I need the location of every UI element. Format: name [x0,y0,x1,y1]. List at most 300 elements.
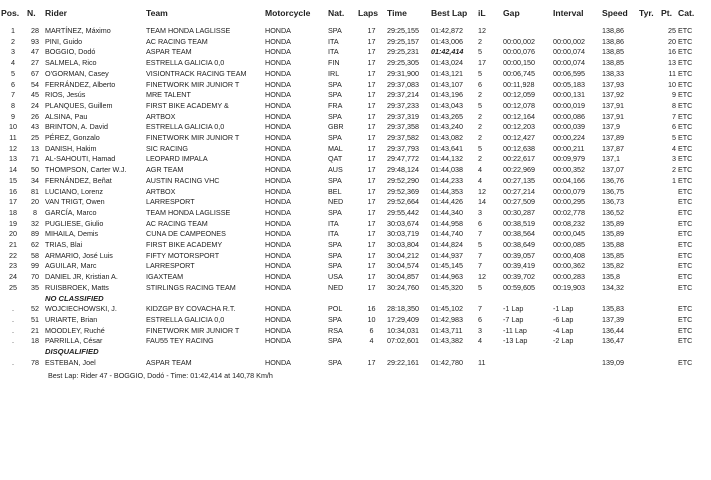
points-cell [660,326,677,337]
table-row[interactable] [0,336,711,347]
table-row[interactable] [0,37,711,48]
gap-cell: 00:12,078 [503,100,535,110]
table-row[interactable] [0,326,711,337]
table-row[interactable] [0,197,711,208]
nat-cell: SPA [328,357,342,367]
rider-cell: ARMARIO, José Luis [45,250,113,260]
pos-cell: 5 [11,68,15,78]
col-header-time[interactable]: Time [387,8,407,18]
il-cell: 5 [478,282,482,292]
time-cell: 29:25,231 [387,47,419,57]
time-cell: 29:52,664 [387,197,419,207]
category-cell: ETC [678,26,693,35]
laps-cell: 17 [367,68,376,78]
table-row[interactable] [0,80,711,91]
category-cell: ETC [678,282,693,292]
motorcycle-cell: HONDA [265,122,291,132]
table-row[interactable] [0,122,711,133]
table-row[interactable] [0,69,711,80]
pos-cell: 14 [9,165,17,175]
motorcycle-cell: HONDA [265,336,291,346]
speed-cell: 138,85 [602,58,624,68]
table-row[interactable] [0,283,711,294]
rider-cell: AGUILAR, Marc [45,261,97,271]
team-cell: FIRST BIKE ACADEMY [146,240,223,250]
il-cell: 3 [478,325,482,335]
interval-cell: 00:00,211 [553,143,585,153]
nat-cell: ITA [328,47,339,57]
section-header-disqualified [0,347,711,358]
laps-cell: 17 [367,154,376,164]
col-header-points[interactable]: Pt. [661,8,672,18]
team-cell: AC RACING TEAM [146,218,208,228]
speed-cell: 136,44 [602,325,624,335]
time-cell: 28:18,350 [387,304,419,314]
table-row[interactable] [0,165,711,176]
gap-cell: 00:12,638 [503,143,535,153]
motorcycle-cell: HONDA [265,79,291,89]
nat-cell: SPA [328,79,342,89]
motorcycle-cell: HONDA [265,186,291,196]
rider-cell: ESTEBAN, Joel [45,357,96,367]
table-row[interactable] [0,144,711,155]
il-cell: 14 [478,197,486,207]
interval-cell: 00:02,778 [553,207,585,217]
number-cell: 28 [31,26,39,35]
nat-cell: SPA [328,314,342,324]
pos-cell: 8 [11,100,15,110]
rider-cell: PUGLIESE, Giulio [45,218,104,228]
category-cell: ETC [678,357,693,367]
speed-cell: 135,82 [602,261,624,271]
nat-cell: SPA [328,207,342,217]
time-cell: 30:03,674 [387,218,419,228]
number-cell: 99 [31,261,39,271]
speed-cell: 138,86 [602,36,624,46]
laps-cell: 17 [367,261,376,271]
tyre-cell [638,240,660,251]
time-cell: 29:47,772 [387,154,419,164]
nat-cell: POL [328,304,343,314]
motorcycle-cell: HONDA [265,100,291,110]
motorcycle-cell: HONDA [265,240,291,250]
category-cell: ETC [678,36,693,46]
il-cell: 5 [478,47,482,57]
time-cell: 29:37,319 [387,111,419,121]
section-label: DISQUALIFIED [45,347,99,357]
number-cell: 18 [31,336,39,346]
motorcycle-cell: HONDA [265,26,291,35]
number-cell: 24 [31,100,39,110]
best-lap-cell: 01:44,340 [431,207,463,217]
il-cell: 2 [478,90,482,100]
number-cell: 81 [31,186,39,196]
laps-cell: 17 [367,250,376,260]
points-cell [660,219,677,230]
team-cell: ASPAR TEAM [146,357,192,367]
number-cell: 71 [31,154,39,164]
laps-cell: 17 [367,79,376,89]
nat-cell: BEL [328,186,342,196]
table-row[interactable] [0,261,711,272]
col-header-motorcycle[interactable]: Motorcycle [265,8,311,18]
il-cell: 5 [478,240,482,250]
pos-cell: . [12,325,14,335]
speed-cell: 136,73 [602,197,624,207]
gap-cell: 00:00,076 [503,47,535,57]
table-row[interactable] [0,315,711,326]
nat-cell: SPA [328,240,342,250]
best-lap-cell: 01:43,265 [431,111,463,121]
time-cell: 29:25,155 [387,26,419,35]
points-cell [660,208,677,219]
interval-cell: 00:00,045 [553,229,585,239]
best-lap-cell: 01:43,043 [431,100,463,110]
col-header-interval[interactable]: Interval [553,8,584,18]
col-header-speed[interactable]: Speed [602,8,628,18]
col-header-team[interactable]: Team [146,8,168,18]
motorcycle-cell: HONDA [265,325,291,335]
points-cell: 11 [668,68,676,78]
team-cell: LEOPARD IMPALA [146,154,208,164]
time-cell: 29:55,442 [387,207,419,217]
time-cell: 29:48,124 [387,165,419,175]
number-cell: 27 [31,58,39,68]
time-cell: 30:04,857 [387,272,419,282]
motorcycle-cell: HONDA [265,58,291,68]
laps-cell: 17 [367,122,376,132]
speed-cell: 135,83 [602,304,624,314]
laps-cell: 17 [367,111,376,121]
number-cell: 52 [31,304,39,314]
time-cell: 29:52,369 [387,186,419,196]
laps-cell: 17 [367,207,376,217]
pos-cell: 12 [9,143,17,153]
gap-cell: 00:39,057 [503,250,535,260]
gap-cell: -7 Lap [503,314,524,324]
tyre-cell [638,272,660,283]
pos-cell: . [12,357,14,367]
gap-cell: 00:27,509 [503,197,535,207]
number-cell: 8 [33,207,37,217]
time-cell: 29:31,900 [387,68,419,78]
pos-cell: 7 [11,90,15,100]
col-header-nat[interactable]: Nat. [328,8,345,18]
laps-cell: 17 [367,218,376,228]
race-results-table [0,3,711,369]
motorcycle-cell: HONDA [265,111,291,121]
team-cell: ESTRELLA GALICIA 0,0 [146,58,225,68]
points-cell [660,240,677,251]
best-lap-cell: 01:44,038 [431,165,463,175]
interval-cell [552,358,601,369]
category-cell: ETC [678,261,693,271]
motorcycle-cell: HONDA [265,143,291,153]
number-cell: 54 [31,79,39,89]
interval-cell: 00:00,074 [553,47,585,57]
laps-cell: 17 [367,175,376,185]
gap-cell: 00:06,745 [503,68,535,78]
points-cell [660,304,677,315]
points-cell [660,358,677,369]
team-cell: VISIONTRACK RACING TEAM [146,68,247,78]
table-row[interactable] [0,133,711,144]
tyre-cell [638,229,660,240]
pos-cell: 24 [9,272,17,282]
rider-cell: BOGGIO, Dodó [45,47,96,57]
table-row[interactable] [0,47,711,58]
table-row[interactable] [0,26,711,37]
interval-cell: -4 Lap [553,325,574,335]
points-cell [660,197,677,208]
interval-cell: 00:00,002 [553,36,585,46]
points-cell [660,336,677,347]
rider-cell: URIARTE, Brian [45,314,98,324]
interval-cell: 00:00,295 [553,197,585,207]
pos-cell: . [12,336,14,346]
tyre-cell [638,187,660,198]
interval-cell: 00:09,979 [553,154,585,164]
points-cell [660,261,677,272]
motorcycle-cell: HONDA [265,175,291,185]
table-row[interactable] [0,219,711,230]
table-row[interactable] [0,304,711,315]
motorcycle-cell: HONDA [265,229,291,239]
il-cell: 7 [478,261,482,271]
il-cell: 4 [478,165,482,175]
best-lap-cell: 01:43,641 [431,143,463,153]
table-row[interactable] [0,229,711,240]
team-cell: FINETWORK MIR JUNIOR T [146,79,240,89]
best-lap-cell: 01:42,872 [431,26,463,35]
team-cell: AC RACING TEAM [146,36,208,46]
team-cell: LARRESPORT [146,197,195,207]
team-cell: FAU55 TEY RACING [146,336,214,346]
points-cell [660,187,677,198]
speed-cell: 137,9 [602,122,620,132]
motorcycle-cell: HONDA [265,304,291,314]
points-cell: 16 [668,47,676,57]
speed-cell: 136,76 [602,175,624,185]
number-cell: 62 [31,240,39,250]
team-cell: IGAXTEAM [146,272,184,282]
col-header-number[interactable]: N. [27,8,36,18]
team-cell: ARTBOX [146,186,176,196]
section-spacer [0,347,44,358]
section-spacer [0,294,44,305]
speed-cell: 137,93 [602,79,624,89]
rider-cell: DANISH, Hakim [45,143,97,153]
category-cell: ETC [678,304,693,314]
col-header-rider[interactable]: Rider [45,8,67,18]
interval-cell: 00:00,352 [553,165,585,175]
team-cell: ASPAR TEAM [146,47,192,57]
pos-cell: . [12,314,14,324]
points-cell [660,272,677,283]
interval-cell: 00:00,079 [553,186,585,196]
nat-cell: SPA [328,26,342,35]
speed-cell: 137,89 [602,133,624,143]
tyre-cell [638,37,660,48]
motorcycle-cell: HONDA [265,261,291,271]
interval-cell: -6 Lap [553,314,574,324]
number-cell: 26 [31,111,39,121]
team-cell: FIFTY MOTORSPORT [146,250,220,260]
interval-cell: -2 Lap [553,336,574,346]
il-cell: 2 [478,133,482,143]
points-cell: 20 [668,36,676,46]
number-cell: 45 [31,90,39,100]
pos-cell: 25 [9,282,17,292]
laps-cell: 17 [367,229,376,239]
category-cell: ETC [678,58,693,68]
number-cell: 58 [31,250,39,260]
pos-cell: 19 [9,218,17,228]
tyre-cell [638,219,660,230]
team-cell: TEAM HONDA LAGLISSE [146,207,231,217]
col-header-laps[interactable]: Laps [358,8,379,18]
il-cell: 12 [478,186,486,196]
best-lap-cell: 01:42,780 [431,357,463,367]
interval-cell: 00:19,903 [553,282,585,292]
speed-cell: 138,86 [602,26,624,35]
col-header-il[interactable]: iL [478,8,486,18]
motorcycle-cell: HONDA [265,68,291,78]
pos-cell: 17 [9,197,17,207]
il-cell: 2 [478,111,482,121]
gap-cell: 00:12,427 [503,133,535,143]
nat-cell: NED [328,197,344,207]
category-cell: ETC [678,79,693,89]
team-cell: FINETWORK MIR JUNIOR T [146,325,240,335]
team-cell: CUNA DE CAMPEONES [146,229,226,239]
best-lap-cell: 01:43,024 [431,58,463,68]
number-cell: 67 [31,68,39,78]
interval-cell: 00:00,074 [553,58,585,68]
interval-cell: 00:00,283 [553,272,585,282]
time-cell: 29:25,157 [387,36,419,46]
laps-cell: 10 [367,314,376,324]
col-header-tyre[interactable]: Tyr. [639,8,654,18]
points-cell: 8 [672,100,676,110]
laps-cell: 17 [367,186,376,196]
category-cell: ETC [678,336,693,346]
table-row[interactable] [0,154,711,165]
tyre-cell [638,336,660,347]
interval-cell: 00:00,408 [553,250,585,260]
table-row[interactable] [0,90,711,101]
table-row[interactable] [0,58,711,69]
points-cell: 25 [668,26,676,35]
laps-cell: 17 [367,26,376,35]
motorcycle-cell: HONDA [265,165,291,175]
motorcycle-cell: HONDA [265,282,291,292]
pos-cell: 21 [9,240,17,250]
points-cell: 13 [668,58,676,68]
gap-cell: 00:59,605 [503,282,535,292]
best-lap-cell: 01:42,414 [431,47,464,57]
time-cell: 29:37,793 [387,143,419,153]
motorcycle-cell: HONDA [265,272,291,282]
gap-cell: 00:39,419 [503,261,535,271]
gap-cell [502,358,552,369]
il-cell: 2 [478,154,482,164]
speed-cell: 137,91 [602,111,624,121]
col-header-best-lap[interactable]: Best Lap [431,8,468,18]
table-row[interactable] [0,358,711,369]
interval-cell: 00:00,086 [553,111,585,121]
gap-cell: 00:22,617 [503,154,535,164]
best-lap-cell: 01:44,426 [431,197,463,207]
category-cell: ETC [678,165,693,175]
interval-cell: 00:00,019 [553,100,585,110]
nat-cell: SPA [328,336,342,346]
time-cell: 17:29,409 [387,314,419,324]
category-cell: ETC [678,154,693,164]
nat-cell: FRA [328,100,343,110]
best-lap-footer: Best Lap: Rider 47 - BOGGIO, Dodó - Time: 01:42,414 at 140,78 Km/h [48,370,273,380]
motorcycle-cell: HONDA [265,36,291,46]
speed-cell: 135,88 [602,240,624,250]
table-row[interactable] [0,112,711,123]
number-cell: 43 [31,122,39,132]
table-row[interactable] [0,176,711,187]
col-header-category[interactable]: Cat. [678,8,695,18]
time-cell: 29:22,161 [387,357,419,367]
number-cell: 70 [31,272,39,282]
laps-cell: 17 [367,282,376,292]
gap-cell: 00:00,150 [503,58,535,68]
table-row[interactable] [0,101,711,112]
best-lap-cell: 01:43,196 [431,90,463,100]
speed-cell: 136,52 [602,207,624,217]
pos-cell: 22 [9,250,17,260]
time-cell: 29:37,358 [387,122,419,132]
motorcycle-cell: HONDA [265,357,291,367]
table-row[interactable] [0,251,711,262]
table-row[interactable] [0,208,711,219]
table-row[interactable] [0,272,711,283]
nat-cell: MAL [328,143,343,153]
rider-cell: FERNÁNDEZ, Beñat [45,175,112,185]
rider-cell: DANIEL JR, Kristian A. [45,272,118,282]
laps-cell: 17 [367,240,376,250]
gap-cell: 00:00,002 [503,36,535,46]
col-header-pos[interactable]: Pos. [1,8,20,18]
points-cell: 10 [668,79,676,89]
time-cell: 30:03,719 [387,229,419,239]
il-cell: 6 [478,79,482,89]
points-cell: 2 [672,165,676,175]
il-cell: 17 [478,58,486,68]
col-header-gap[interactable]: Gap [503,8,520,18]
gap-cell: 00:38,564 [503,229,535,239]
rider-cell: TRIAS, Blai [45,240,83,250]
nat-cell: SPA [328,111,342,121]
table-row[interactable] [0,240,711,251]
nat-cell: USA [328,272,343,282]
nat-cell: FIN [328,58,340,68]
rider-cell: PARRILLA, César [45,336,103,346]
tyre-cell [638,101,660,112]
time-cell: 30:04,574 [387,261,419,271]
category-cell: ETC [678,186,693,196]
speed-cell: 135,8 [602,272,620,282]
tyre-cell [638,133,660,144]
table-row[interactable] [0,187,711,198]
rider-cell: WOJCIECHOWSKI, J. [45,304,117,314]
rider-cell: LUCIANO, Lorenz [45,186,103,196]
